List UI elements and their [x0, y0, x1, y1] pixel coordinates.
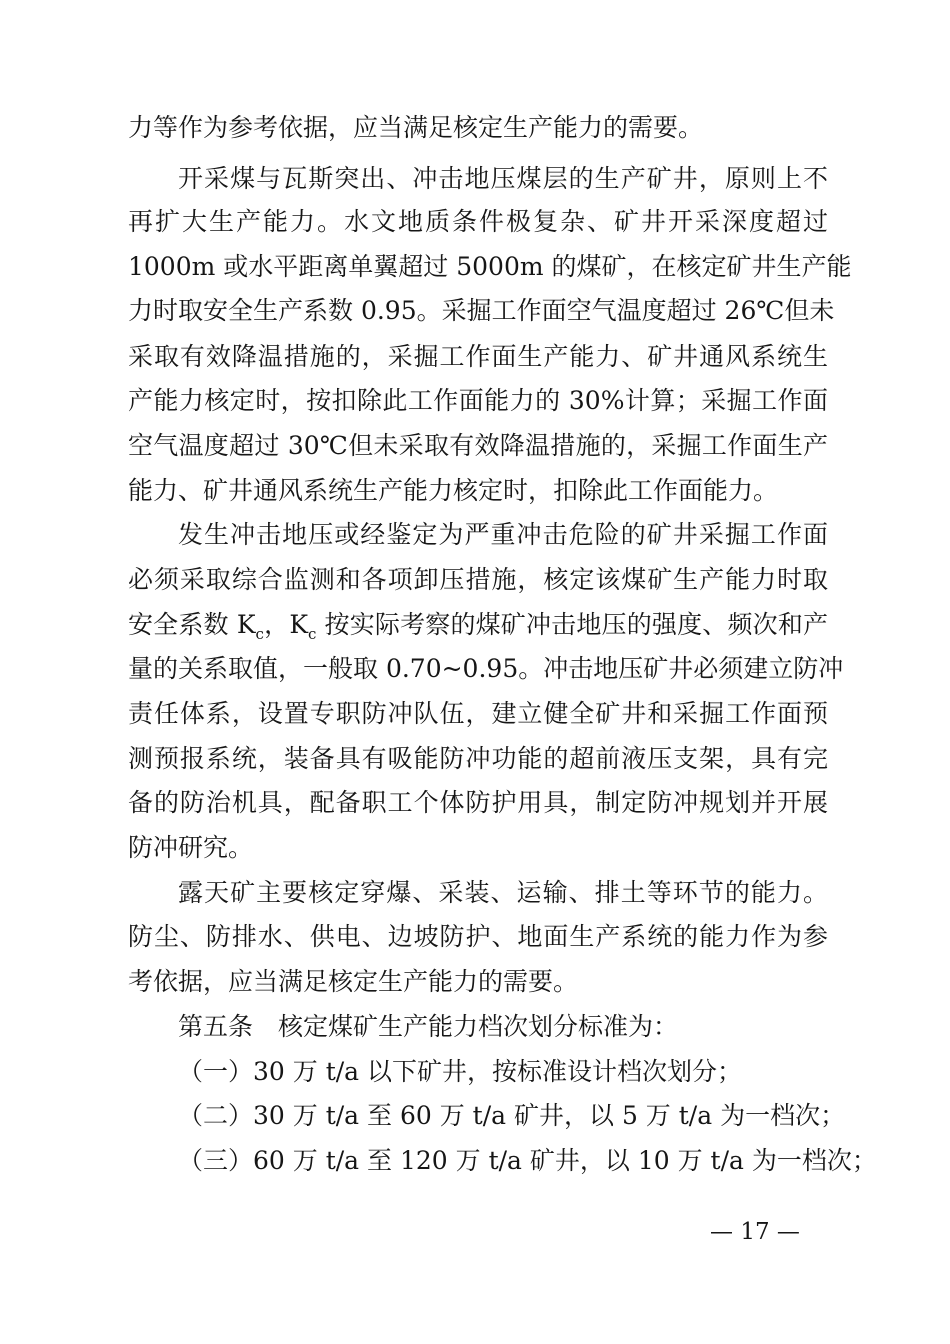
text-line: 责任体系，设置专职防冲队伍，建立健全矿井和采掘工作面预 [128, 699, 828, 728]
text-line: 空气温度超过 30℃但未采取有效降温措施的，采掘工作面生产 [128, 431, 828, 460]
subscript: c [308, 625, 317, 643]
text-line: 力等作为参考依据，应当满足核定生产能力的需要。 [128, 113, 704, 142]
text-line: 必须采取综合监测和各项卸压措施，核定该煤矿生产能力时取 [128, 565, 828, 594]
list-item: （二）30 万 t/a 至 60 万 t/a 矿井，以 5 万 t/a 为一档次； [178, 1101, 846, 1130]
text-line [128, 608, 828, 642]
text-run: 安全系数 K [128, 610, 256, 639]
text-line: 露天矿主要核定穿爆、采装、运输、排土等环节的能力。 [178, 878, 828, 907]
text-line: 防尘、防排水、供电、边坡防护、地面生产系统的能力作为参 [128, 922, 828, 951]
text-line: 力时取安全生产系数 0.95。采掘工作面空气温度超过 26℃但未 [128, 296, 835, 325]
list-item: （一）30 万 t/a 以下矿井，按标准设计档次划分； [178, 1057, 743, 1086]
text-line: 采取有效降温措施的，采掘工作面生产能力、矿井通风系统生 [128, 342, 828, 371]
text-line: 量的关系取值，一般取 0.70~0.95。冲击地压矿井必须建立防冲 [128, 654, 844, 683]
text-run: 按实际考察的煤矿冲击地压的强度、频次和产 [316, 610, 829, 639]
text-line: 测预报系统，装备具有吸能防冲功能的超前液压支架，具有完 [128, 744, 828, 773]
text-line: 1000m 或水平距离单翼超过 5000m 的煤矿，在核定矿井生产能 [128, 252, 852, 281]
article-heading: 第五条 核定煤矿生产能力档次划分标准为： [178, 1012, 679, 1041]
text-line: 发生冲击地压或经鉴定为严重冲击危险的矿井采掘工作面 [178, 520, 828, 549]
text-run: ，K [263, 610, 308, 639]
text-line: 再扩大生产能力。水文地质条件极复杂、矿井开采深度超过 [128, 207, 828, 236]
text-line: 考依据，应当满足核定生产能力的需要。 [128, 967, 579, 996]
list-item: （三）60 万 t/a 至 120 万 t/a 矿井，以 10 万 t/a 为一档次； [178, 1146, 877, 1175]
text-line: 备的防治机具，配备职工个体防护用具，制定防冲规划并开展 [128, 788, 828, 817]
text-line: 能力、矿井通风系统生产能力核定时，扣除此工作面能力。 [128, 476, 779, 505]
page-number: — 17 — [710, 1219, 800, 1245]
subscript: c [255, 625, 264, 643]
text-line: 开采煤与瓦斯突出、冲击地压煤层的生产矿井，原则上不 [178, 164, 828, 193]
text-line: 防冲研究。 [128, 833, 254, 862]
text-line: 产能力核定时，按扣除此工作面能力的 30%计算；采掘工作面 [128, 386, 828, 415]
